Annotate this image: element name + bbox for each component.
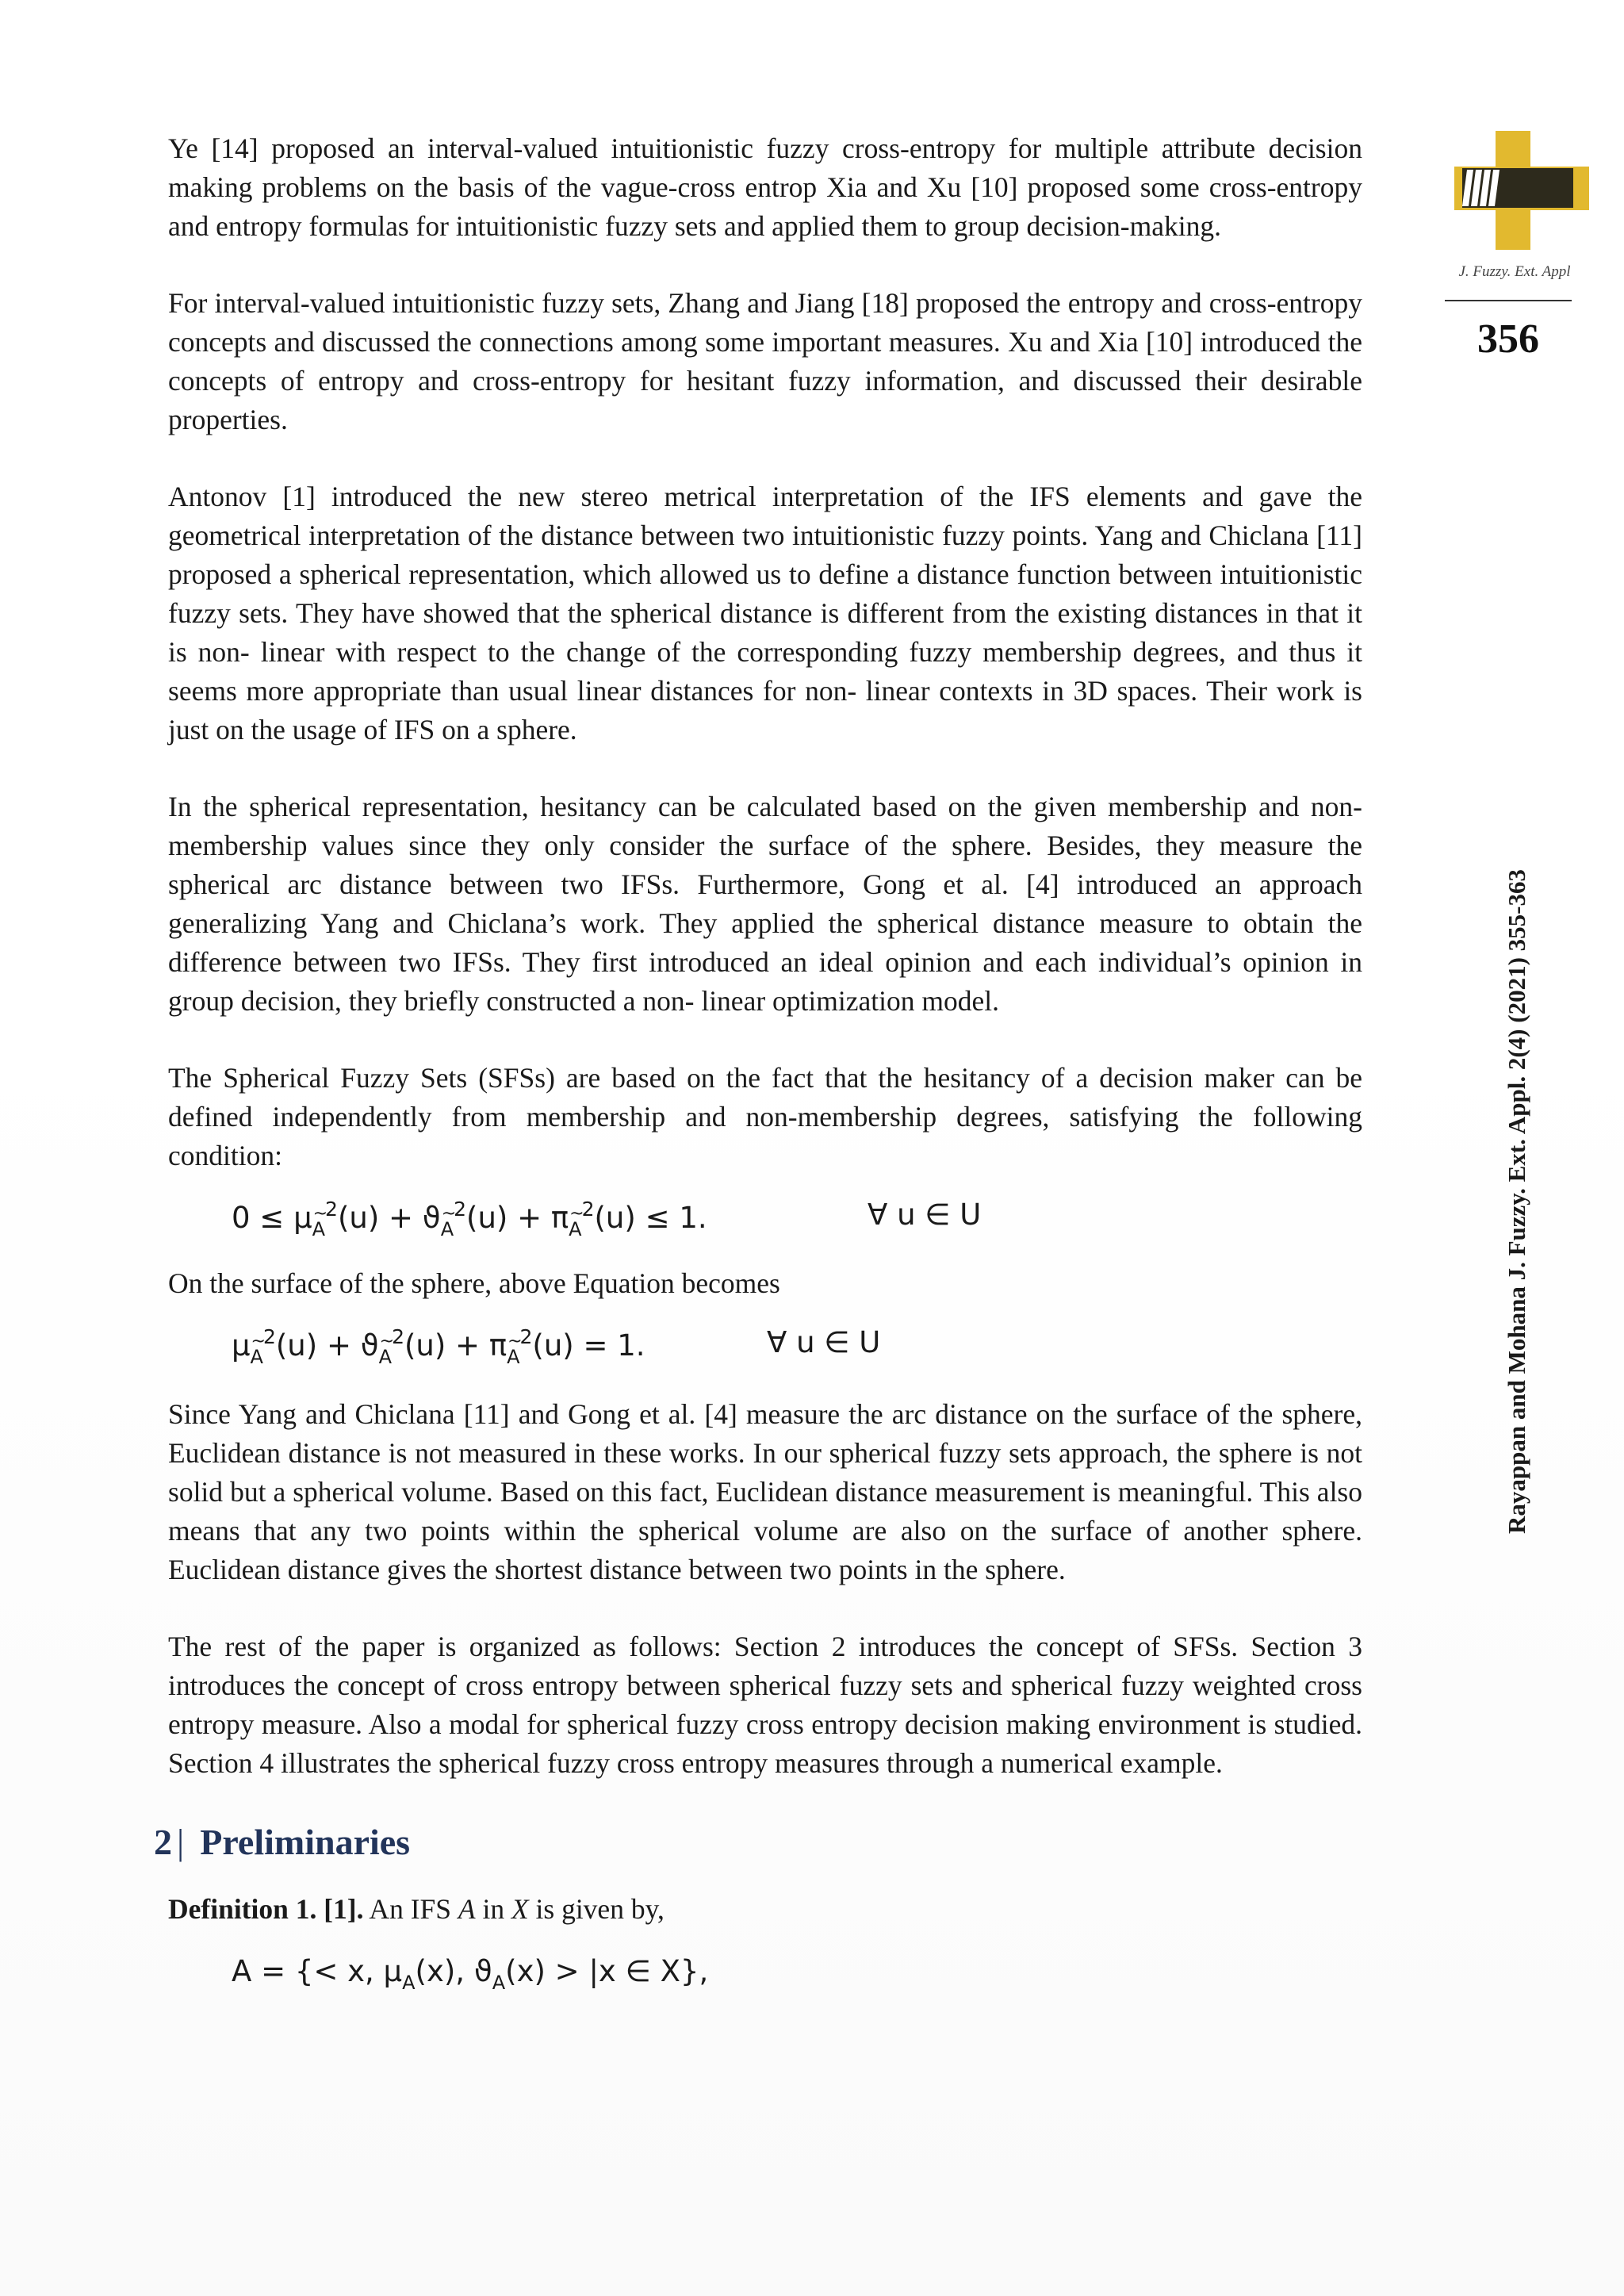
paragraph: The rest of the paper is organized as follows: Section 2 introduces the concept of SFSs. Section 3 introduces the concept of cross entropy between spherical fuzzy sets and spherical fuzzy weighted cross entropy measure. Also a modal for spherical fuzzy cross entropy decision making environment is studied. Section 4 illustrates the spherical fuzzy cross entropy measures through a numerical example.	[168, 1631, 1362, 1779]
equation-quantifier: ∀ u ∈ U	[767, 1325, 881, 1359]
paragraph: Antonov [1] introduced the new stereo metrical interpretation of the IFS elements and gave the geometrical interpretation of the distance between two intuitionistic fuzzy points. Yang and Chiclana [11] proposed a spherical representation, which allowed us to define a distance function between intuitionistic fuzzy sets. They have showed that the spherical distance is different from the existing distances in that it is non- linear with respect to the change of the corresponding fuzzy membership degrees, and thus it seems more appropriate than usual linear distances for non- linear contexts in 3D spaces. Their work is just on the usage of IFS on a sphere.	[168, 481, 1362, 746]
paragraph: Ye [14] proposed an interval-valued intuitionistic fuzzy cross-entropy for multiple attribute decision making problems on the basis of the vague-cross entrop Xia and Xu [10] proposed some cross-entropy and entropy formulas for intuitionistic fuzzy sets and applied them to group decision-making.	[168, 132, 1362, 242]
equation-quantifier: ∀ u ∈ U	[868, 1198, 982, 1232]
paragraph: On the surface of the sphere, above Equation becomes	[168, 1267, 780, 1299]
paragraph: For interval-valued intuitionistic fuzzy sets, Zhang and Jiang [18] proposed the entropy and cross-entropy concepts and discussed the connections among some important measures. Xu and Xia [10] introduced the concepts of entropy and cross-entropy for hesitant fuzzy information, and discussed their desirable properties.	[168, 287, 1362, 435]
sidebar-divider	[1445, 300, 1572, 301]
section-heading: 2 | Preliminaries	[154, 1822, 411, 1862]
main-text-column	[154, 129, 1362, 2030]
paragraph: In the spherical representation, hesitancy can be calculated based on the given membership and non-membership values since they only consider the surface of the sphere. Besides, they measure the spherical arc distance between two IFSs. Furthermore, Gong et al. [4] introduced an approach generalizing Yang and Chiclana’s work. They applied the spherical distance measure to obtain the difference between two IFSs. They first introduced an ideal opinion and each individual’s opinion in group decision, they briefly constructed a non- linear optimization model.	[168, 791, 1362, 1017]
journal-logo	[1451, 131, 1594, 262]
paragraph: The Spherical Fuzzy Sets (SFSs) are based on the fact that the hesitancy of a decision maker can be defined independently from membership and non-membership degrees, satisfying the following condition:	[168, 1062, 1362, 1171]
running-head: Rayappan and Mohana J. Fuzzy. Ext. Appl. 2(4) (2021) 355-363	[1503, 869, 1530, 1534]
definition-1: Definition 1. [1]. An IFS A in X is given by,	[168, 1893, 665, 1925]
journal-abbreviation: J. Fuzzy. Ext. Appl	[1458, 263, 1571, 280]
equation-1: 0 ≤ μ~ $_A^2$(u) + ϑ~ $_A^2$(u) + π~ $_A^2$(u) ≤ 1. ∀ u ∈ U	[168, 1182, 1362, 1261]
equation-3: A = {< x, $\mu_A(x)$, $ϑ_A(x) > |x$ ∈ X},	[232, 1954, 709, 1994]
equation-2: μ~ $_A^2$(u) + ϑ~ $_A^2$(u) + π~ $_A^2$(u) = 1. ∀ u ∈ U	[168, 1309, 1362, 1389]
paragraph: Since Yang and Chiclana [11] and Gong et al. [4] measure the arc distance on the surface of the sphere, Euclidean distance is not measured in these works. In our spherical fuzzy sets approach, the sphere is not solid but a spherical volume. Based on this fact, Euclidean distance measurement is meaningful. This also means that any two points within the spherical volume are also on the surface of another sphere. Euclidean distance gives the shortest distance between two points in the sphere.	[168, 1398, 1362, 1585]
page-number: 356	[1477, 316, 1539, 362]
